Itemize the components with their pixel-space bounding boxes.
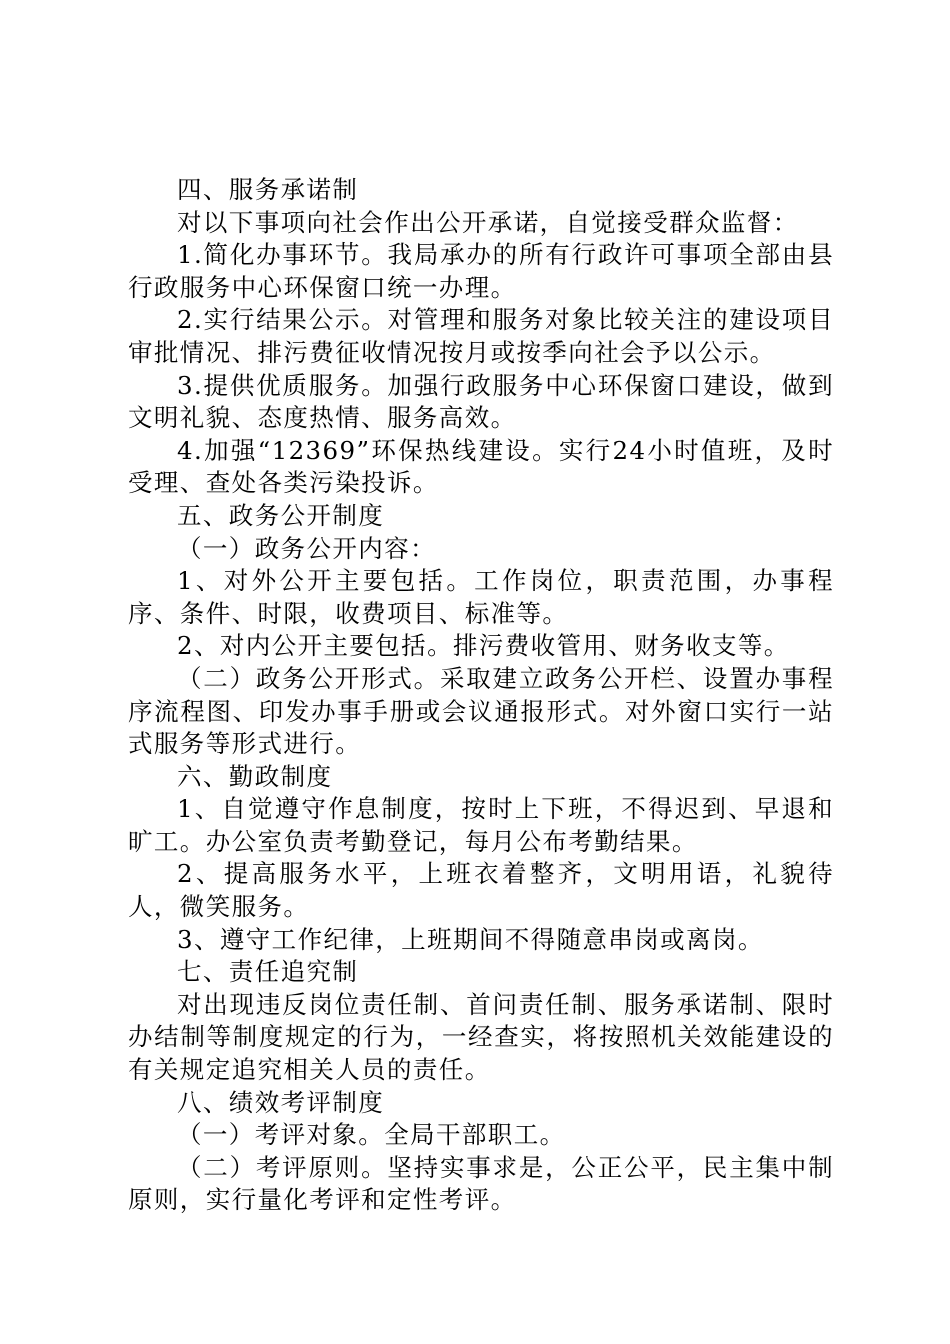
- list-item: 2、对内公开主要包括。排污费收管用、财务收支等。: [177, 631, 790, 661]
- subsection-paragraph: （二）考评原则。坚持实事求是，公正公平，民主集中制原则，实行量化考评和定性考评。: [128, 1152, 834, 1215]
- paragraph: 对出现违反岗位责任制、首问责任制、服务承诺制、限时办结制等制度规定的行为，一经查实，将按照机关效能建设的有关规定追究相关人员的责任。: [128, 989, 834, 1085]
- list-item: 1.简化办事环节。我局承办的所有行政许可事项全部由县行政服务中心环保窗口统一办理。: [128, 240, 834, 302]
- subsection-paragraph: （一）考评对象。全局干部职工。: [177, 1120, 566, 1150]
- list-item: 4.加强“12369”环保热线建设。实行24小时值班，及时受理、查处各类污染投诉。: [128, 435, 834, 498]
- section-heading-accountability: 七、责任追究制: [177, 957, 359, 987]
- document-body: [128, 174, 834, 1217]
- subsection-paragraph: （二）政务公开形式。采取建立政务公开栏、设置办事程序流程图、印发办事手册或会议通报形式。对外窗口实行一站式服务等形式进行。: [128, 663, 834, 759]
- list-item: 3.提供优质服务。加强行政服务中心环保窗口建设，做到文明礼貌、态度热情、服务高效。: [128, 370, 834, 433]
- section-heading-diligence: 六、勤政制度: [177, 761, 333, 791]
- paragraph: 对以下事项向社会作出公开承诺，自觉接受群众监督：: [177, 207, 799, 237]
- section-heading-service-commitment: 四、服务承诺制: [177, 175, 359, 204]
- list-item: 2、提高服务水平，上班衣着整齐，文明用语，礼貌待人，微笑服务。: [128, 859, 834, 922]
- list-item: 2.实行结果公示。对管理和服务对象比较关注的建设项目审批情况、排污费征收情况按月或按季向社会予以公示。: [128, 305, 834, 367]
- list-item: 3、遵守工作纪律，上班期间不得随意串岗或离岗。: [177, 924, 764, 954]
- section-heading-government-affairs: 五、政务公开制度: [177, 500, 385, 530]
- list-item: 1、对外公开主要包括。工作岗位，职责范围，办事程序、条件、时限，收费项目、标准等。: [128, 566, 834, 628]
- section-heading-performance: 八、绩效考评制度: [177, 1087, 385, 1117]
- list-item: 1、自觉遵守作息制度，按时上下班，不得迟到、早退和旷工。办公室负责考勤登记，每月公布考勤结果。: [128, 794, 834, 856]
- subsection-heading: （一）政务公开内容：: [177, 533, 436, 563]
